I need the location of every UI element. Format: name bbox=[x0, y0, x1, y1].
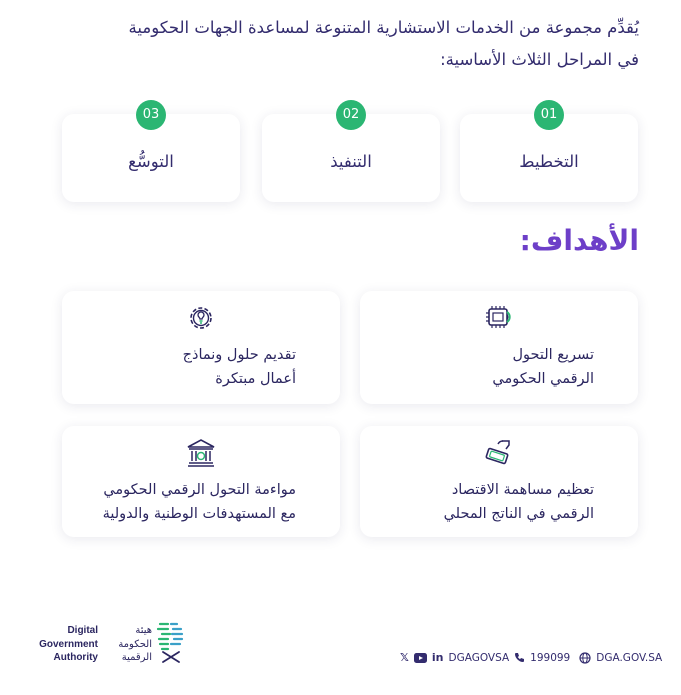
social-handle[interactable]: DGAGOVSA bbox=[448, 651, 510, 664]
x-icon[interactable]: 𝕏 bbox=[400, 651, 409, 664]
stage-number-badge: 02 bbox=[336, 100, 366, 130]
chip-icon bbox=[482, 301, 516, 335]
dga-logo bbox=[30, 620, 190, 670]
goal-card-innovation bbox=[62, 291, 340, 404]
phone-icon bbox=[514, 652, 525, 663]
linkedin-icon[interactable]: in bbox=[431, 651, 444, 664]
stage-card-planning bbox=[460, 107, 638, 202]
logo-arabic-text: هيئة الحكومة الرقمية bbox=[118, 625, 152, 663]
intro-line-2: في المراحل الثلاث الأساسية: bbox=[440, 50, 639, 69]
logo-english-text: Digital Government Authority bbox=[39, 625, 98, 663]
stage-label: التخطيط bbox=[519, 152, 579, 171]
stage-label: التوسُّع bbox=[128, 152, 174, 171]
bank-icon bbox=[184, 436, 218, 470]
stage-label: التنفيذ bbox=[330, 152, 372, 171]
youtube-icon[interactable] bbox=[414, 653, 427, 663]
stage-card-implementation bbox=[262, 107, 440, 202]
website-link[interactable]: DGA.GOV.SA bbox=[596, 651, 663, 664]
intro-text bbox=[39, 12, 639, 76]
goal-text: تعظيم مساهمة الاقتصاد الرقمي في الناتج المحلي bbox=[443, 482, 594, 522]
goal-card-economy bbox=[360, 426, 638, 537]
intro-line-1: يُقدِّم مجموعة من الخدمات الاستشارية المتنوعة لمساعدة الجهات الحكومية bbox=[128, 18, 639, 37]
dga-emblem-icon bbox=[154, 620, 188, 668]
goal-card-alignment bbox=[62, 426, 340, 537]
globe-icon bbox=[579, 652, 591, 664]
goal-card-accelerate bbox=[360, 291, 638, 404]
stage-number-badge: 01 bbox=[534, 100, 564, 130]
goal-text: تقديم حلول ونماذج أعمال مبتكرة bbox=[182, 347, 296, 387]
stage-card-expansion bbox=[62, 107, 240, 202]
money-hand-icon bbox=[482, 436, 516, 470]
stage-number-badge: 03 bbox=[136, 100, 166, 130]
gear-bulb-icon bbox=[184, 301, 218, 335]
footer-contact bbox=[400, 651, 662, 664]
phone-number[interactable]: 199099 bbox=[530, 651, 571, 664]
goal-text: مواءمة التحول الرقمي الحكومي مع المستهدفات الوطنية والدولية bbox=[102, 482, 296, 522]
goals-heading: الأهداف: bbox=[519, 224, 639, 257]
goal-text: تسريع التحول الرقمي الحكومي bbox=[492, 347, 594, 387]
